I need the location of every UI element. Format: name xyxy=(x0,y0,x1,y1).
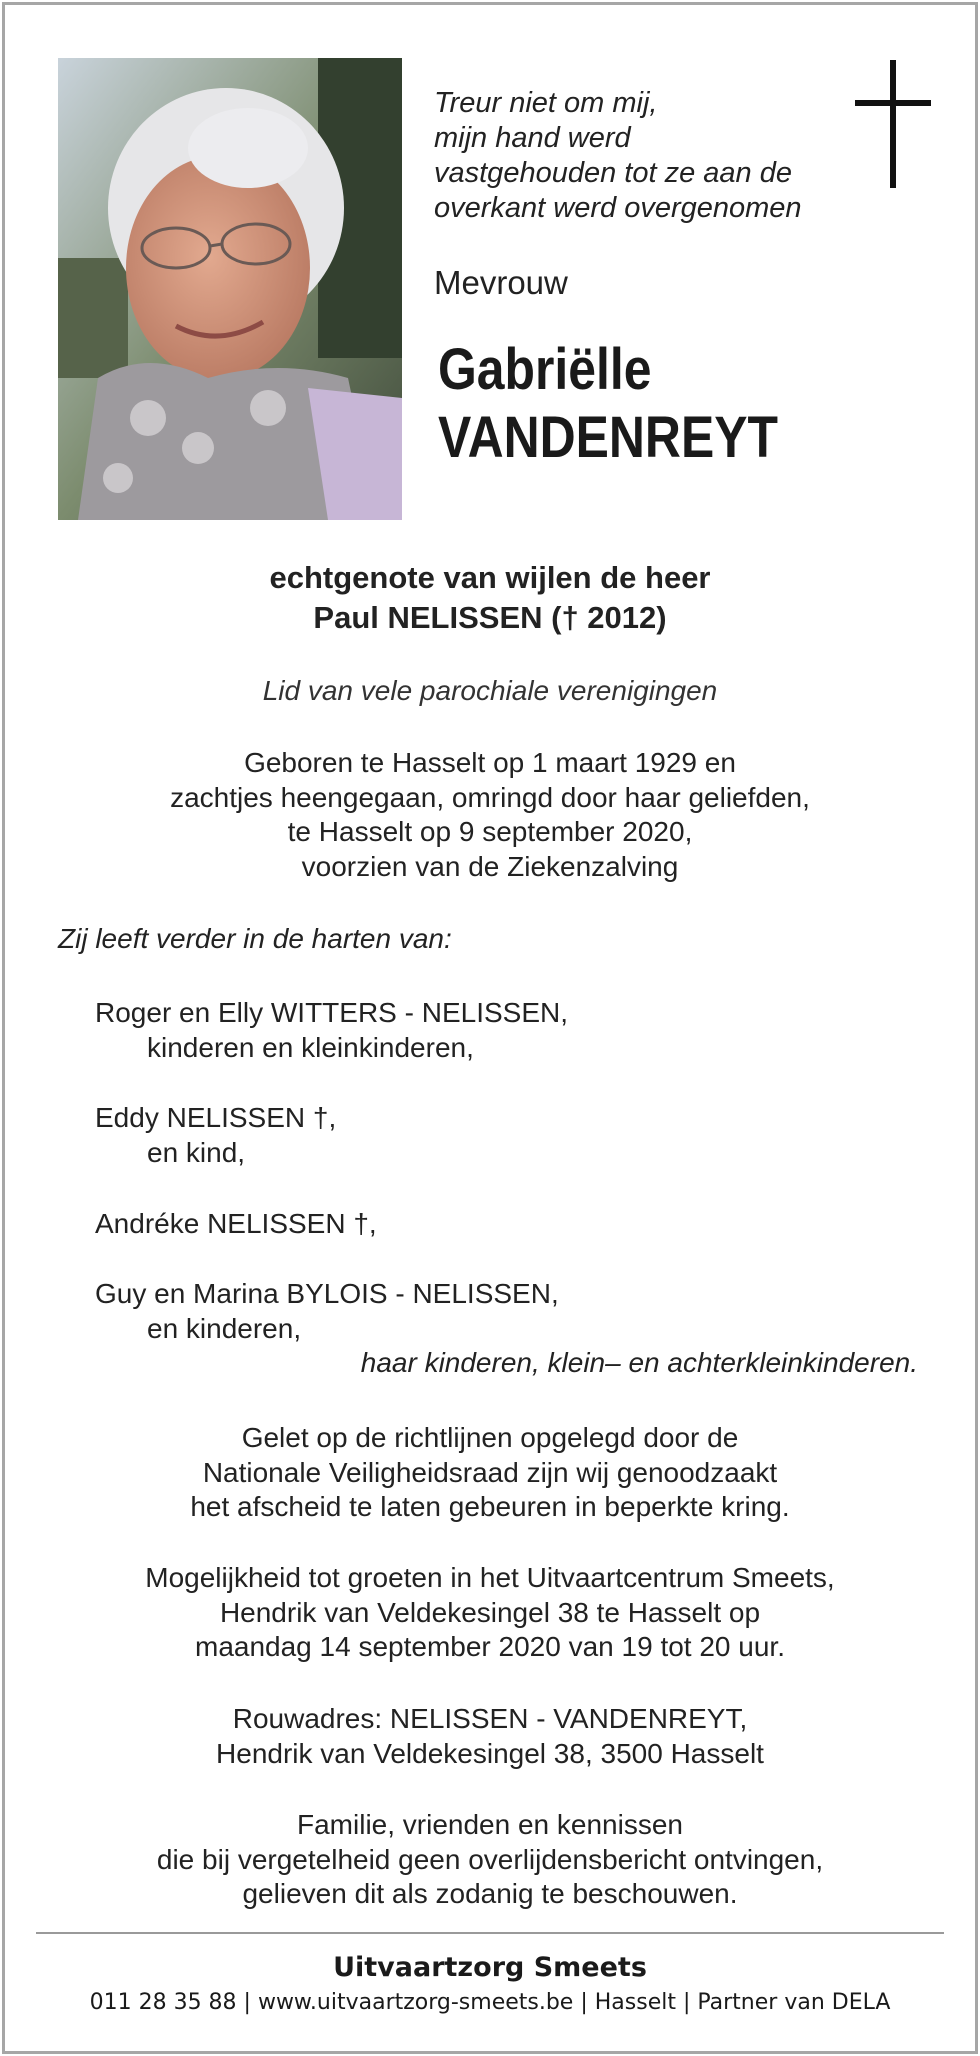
visitation-info xyxy=(0,1561,980,1665)
birth-line: Geboren te Hasselt op 1 maart 1929 en xyxy=(244,747,736,778)
family-member xyxy=(95,996,568,1065)
quote-line: vastgehouden tot ze aan de xyxy=(434,157,792,189)
final-note xyxy=(0,1808,980,1912)
family-member xyxy=(95,1207,377,1242)
family-member-sub: en kind, xyxy=(147,1136,246,1168)
family-member-name: Roger en Elly WITTERS - NELISSEN, xyxy=(95,997,569,1028)
last-name: VANDENREYT xyxy=(438,405,778,470)
final-note-line: die bij vergetelheid geen overlijdensbericht ontvingen, xyxy=(156,1843,824,1875)
quote-line: Treur niet om mij, xyxy=(434,87,658,119)
funeral-home-contact: 011 28 35 88 | www.uitvaartzorg-smeets.be | Hasselt | Partner van DELA xyxy=(89,1990,891,2015)
birth-line: voorzien van de Ziekenzalving xyxy=(301,850,679,882)
quote xyxy=(434,86,844,226)
spouse-line: Paul NELISSEN († 2012) xyxy=(313,600,667,635)
family-member xyxy=(95,1101,336,1170)
family-member-sub: kinderen en kleinkinderen, xyxy=(147,1031,474,1063)
quote-line: mijn hand werd xyxy=(434,122,631,154)
family-member-name: Andréke NELISSEN †, xyxy=(95,1208,377,1239)
final-note-line: gelieven dit als zodanig te beschouwen. xyxy=(242,1878,738,1909)
visitation-line: maandag 14 september 2020 van 19 tot 20 uur. xyxy=(195,1631,785,1662)
notice-line: Gelet op de richtlijnen opgelegd door de xyxy=(241,1422,739,1453)
visitation-line: Hendrik van Veldekesingel 38 te Hasselt op xyxy=(219,1596,761,1628)
family-member-sub: en kinderen, xyxy=(147,1312,302,1344)
visitation-line: Mogelijkheid tot groeten in het Uitvaartcentrum Smeets, xyxy=(145,1562,835,1593)
restrictions-notice xyxy=(0,1421,980,1525)
honorific: Mevrouw xyxy=(434,264,568,301)
family-member-name: Eddy NELISSEN †, xyxy=(95,1102,337,1133)
mourning-address xyxy=(0,1702,980,1771)
first-name: Gabriëlle xyxy=(438,337,652,402)
quote-line: overkant werd overgenomen xyxy=(434,192,802,224)
birth-death-info xyxy=(0,746,980,884)
address-line: Hendrik van Veldekesingel 38, 3500 Hasselt xyxy=(216,1737,764,1769)
address-line: Rouwadres: NELISSEN - VANDENREYT, xyxy=(232,1703,748,1734)
deceased-name xyxy=(438,336,778,472)
spouse-info xyxy=(0,558,980,638)
portrait-photo xyxy=(58,58,402,520)
spouse-line: echtgenote van wijlen de heer xyxy=(269,560,711,595)
birth-line: zachtjes heengegaan, omringd door haar geliefden, xyxy=(170,781,810,813)
notice-line: Nationale Veiligheidsraad zijn wij genoodzaakt xyxy=(202,1456,778,1488)
family-member-name: Guy en Marina BYLOIS - NELISSEN, xyxy=(95,1278,559,1309)
final-note-line: Familie, vrienden en kennissen xyxy=(297,1809,683,1840)
funeral-home-name: Uitvaartzorg Smeets xyxy=(333,1952,647,1983)
birth-line: te Hasselt op 9 september 2020, xyxy=(287,816,693,847)
membership: Lid van vele parochiale verenigingen xyxy=(262,675,718,706)
family-closing: haar kinderen, klein– en achterkleinkinderen. xyxy=(360,1347,918,1378)
footer-divider xyxy=(36,1932,944,1934)
family-intro: Zij leeft verder in de harten van: xyxy=(58,923,452,954)
family-member xyxy=(95,1277,559,1346)
cross-icon xyxy=(855,60,931,188)
notice-line: het afscheid te laten gebeuren in beperkte kring. xyxy=(190,1491,790,1522)
